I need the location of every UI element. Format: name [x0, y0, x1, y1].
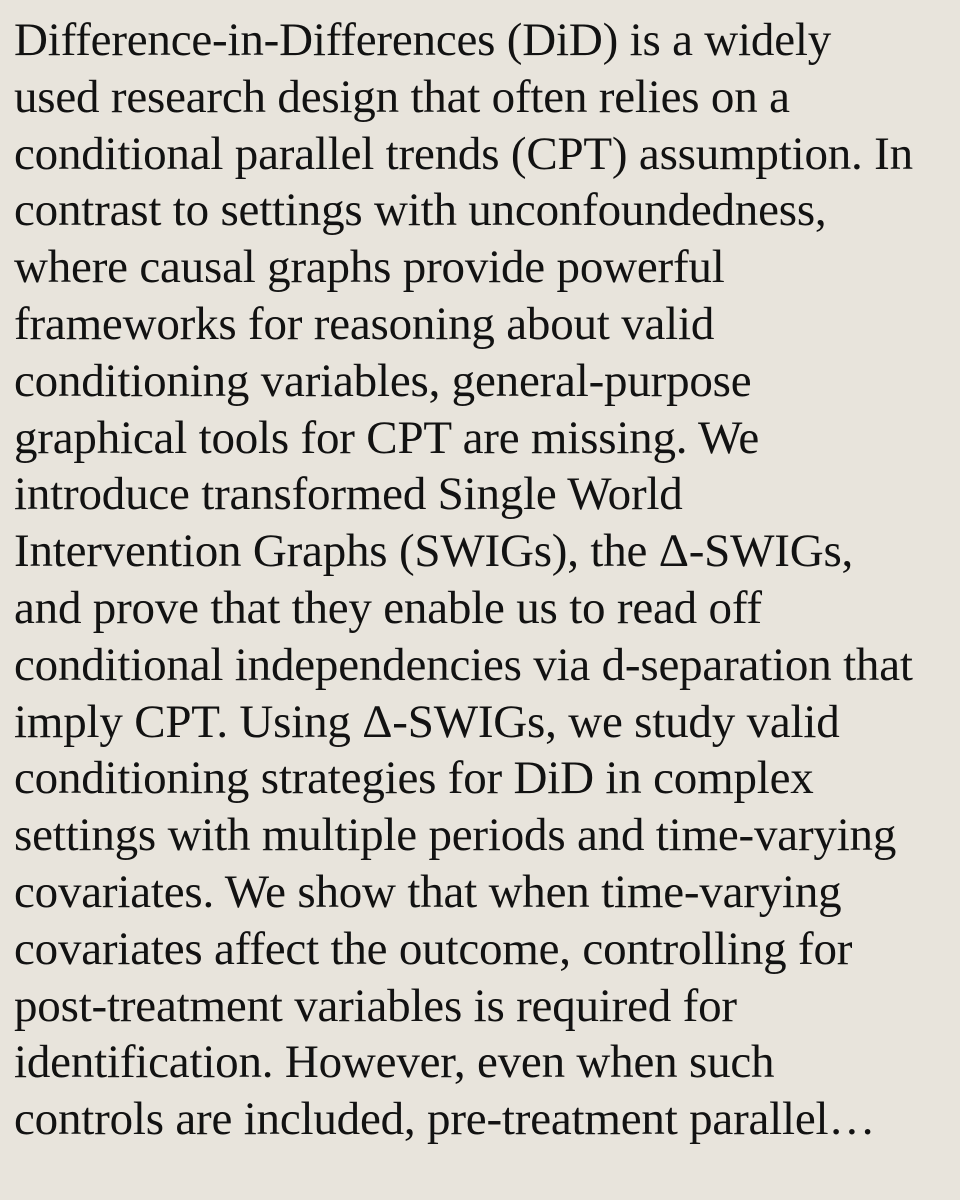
abstract-line-10: Intervention Graphs (SWIGs), the Δ-SWIGs, [14, 525, 854, 578]
abstract-line-9: introduce transformed Single World [14, 468, 683, 521]
abstract-line-13: imply CPT. Using Δ-SWIGs, we study valid [14, 695, 840, 748]
abstract-line-6: frameworks for reasoning about valid [14, 297, 715, 350]
abstract-line-1: Difference-in-Differences (DiD) is a widely [14, 14, 832, 66]
abstract-line-12: conditional independencies via d-separation that [14, 638, 913, 691]
abstract-line-20: controls are included, pre-treatment parallel… [14, 1093, 876, 1146]
abstract-text [14, 12, 946, 1148]
abstract-line-11: and prove that they enable us to read off [14, 581, 762, 634]
abstract-line-15: settings with multiple periods and time-varying [14, 809, 897, 862]
abstract-line-17: covariates affect the outcome, controlling for [14, 922, 853, 975]
abstract-line-7: conditioning variables, general-purpose [14, 354, 752, 407]
abstract-line-2: used research design that often relies on a [14, 70, 790, 123]
abstract-line-4: contrast to settings with unconfoundedness, [14, 184, 827, 237]
abstract-line-18: post-treatment variables is required for [14, 979, 737, 1032]
abstract-line-16: covariates. We show that when time-varying [14, 865, 842, 918]
abstract-line-8: graphical tools for CPT are missing. We [14, 411, 760, 464]
abstract-line-14: conditioning strategies for DiD in complex [14, 752, 814, 805]
abstract-line-3: conditional parallel trends (CPT) assumption. In [14, 127, 913, 180]
abstract-line-5: where causal graphs provide powerful [14, 241, 725, 294]
abstract-line-19: identification. However, even when such [14, 1036, 775, 1089]
